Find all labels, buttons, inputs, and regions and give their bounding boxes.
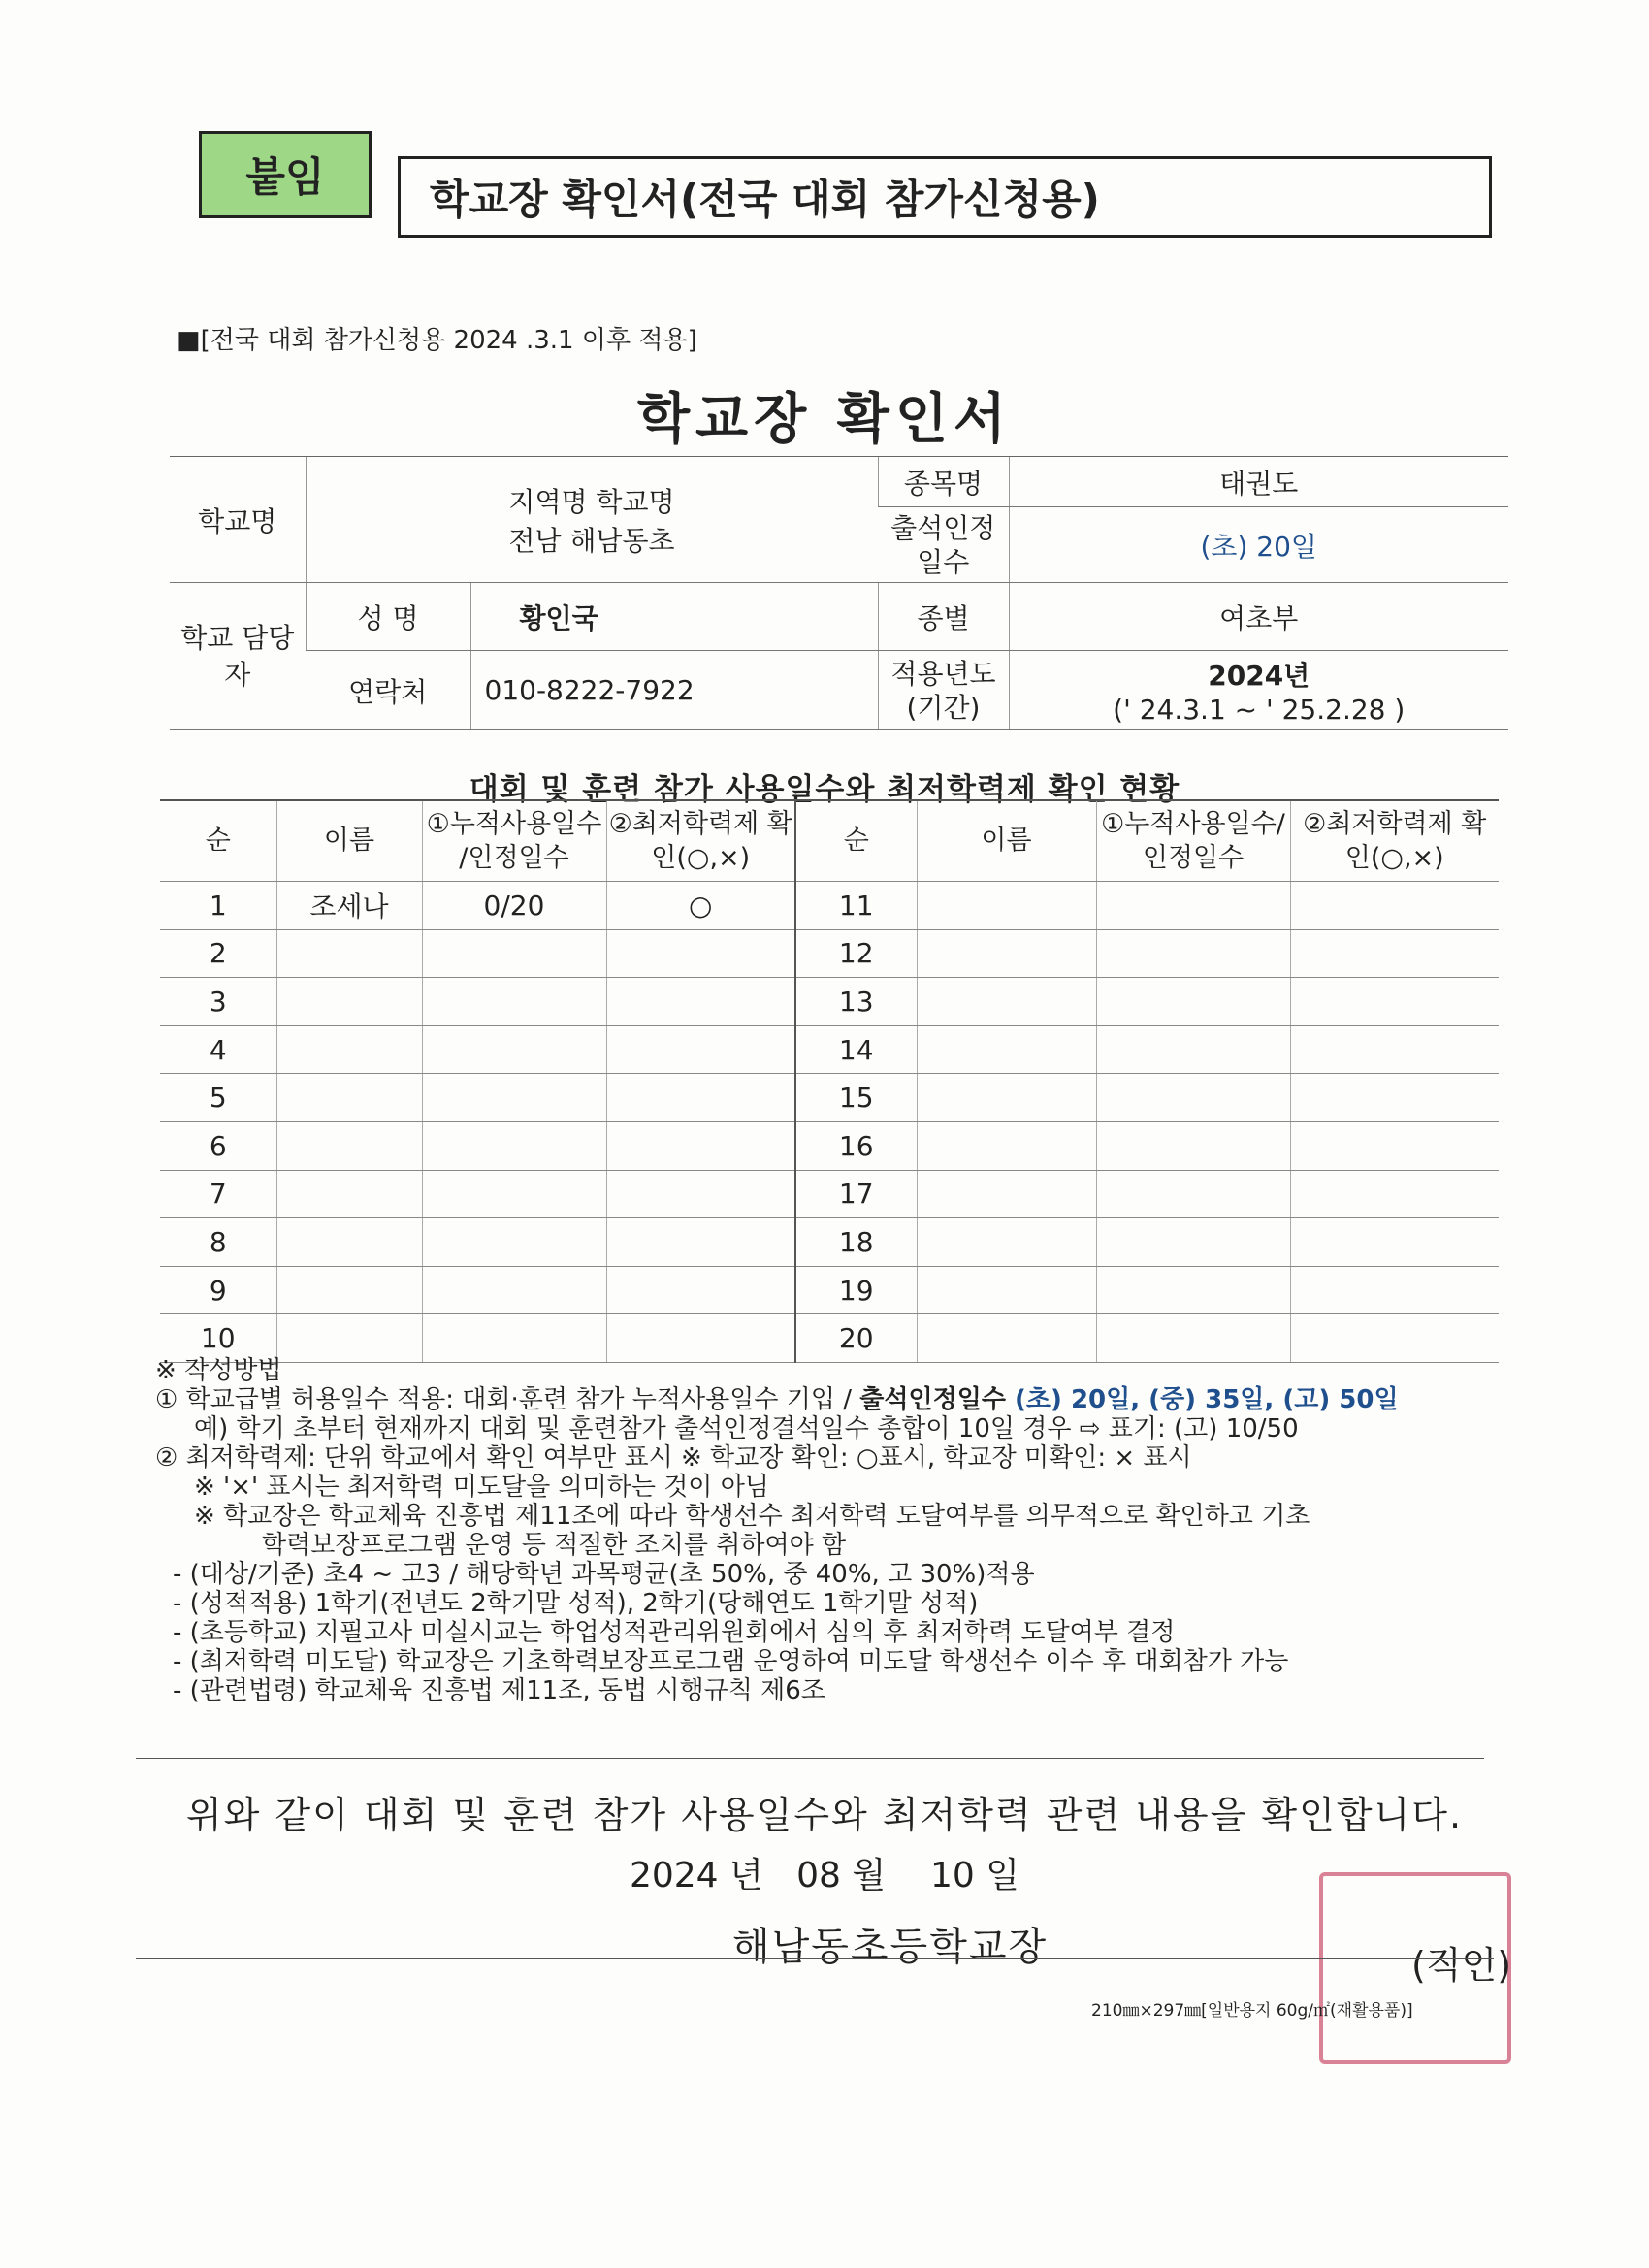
school-value: 전남 해남동초 xyxy=(508,524,675,557)
row-name xyxy=(917,1266,1096,1314)
row-name xyxy=(917,1218,1096,1267)
row-check xyxy=(1290,929,1499,978)
row-number: 15 xyxy=(795,1074,917,1122)
school-cell xyxy=(306,457,878,583)
guide-item-1 xyxy=(155,1385,1513,1414)
table-row xyxy=(160,882,1499,930)
row-name xyxy=(276,1170,422,1218)
row-check xyxy=(606,1266,795,1314)
attendance-value: (초) 20일 xyxy=(1009,507,1508,583)
row-name xyxy=(917,929,1096,978)
row-days xyxy=(1096,1025,1290,1074)
row-days xyxy=(422,1074,606,1122)
row-name xyxy=(276,929,422,978)
principal-signature: 해남동초등학교장 xyxy=(732,1925,1049,1969)
document-title: 학교장 확인서(전국 대회 참가신청용) xyxy=(398,156,1492,238)
attendance-label: 출석인정 일수 xyxy=(878,507,1009,583)
contact-value: 010-8222-7922 xyxy=(470,651,878,730)
divider xyxy=(136,1958,1494,1959)
col-name: 이름 xyxy=(276,800,422,882)
row-number: 8 xyxy=(160,1218,276,1267)
guide-detail: - (관련법령) 학교체육 진흥법 제11조, 동법 시행규칙 제6조 xyxy=(173,1676,825,1705)
row-days xyxy=(422,1170,606,1218)
row-number: 5 xyxy=(160,1074,276,1122)
row-name xyxy=(917,978,1096,1026)
school-region-header: 지역명 학교명 xyxy=(508,485,675,518)
name-label: 성 명 xyxy=(306,583,470,651)
row-check xyxy=(606,1314,795,1363)
row-days xyxy=(422,1025,606,1074)
table-row xyxy=(160,1121,1499,1170)
row-check xyxy=(1290,1266,1499,1314)
guide-item-2-note: ※ 학교장은 학교체육 진흥법 제11조에 따라 학생선수 최저학력 도달여부를 의무적으로 확인하고 기초 xyxy=(194,1502,1310,1531)
row-check xyxy=(1290,1170,1499,1218)
row-name xyxy=(276,978,422,1026)
date-year: 2024 xyxy=(629,1856,719,1895)
row-days xyxy=(1096,1314,1290,1363)
row-number: 18 xyxy=(795,1218,917,1267)
status-title: 대회 및 훈련 참가 사용일수와 최저학력제 확인 현황 xyxy=(469,772,1180,807)
row-name xyxy=(276,1266,422,1314)
school-label: 학교명 xyxy=(170,457,306,583)
event-label: 종목명 xyxy=(878,457,1009,507)
row-number: 20 xyxy=(795,1314,917,1363)
period-label: 적용년도 (기간) xyxy=(878,651,1009,730)
row-check xyxy=(606,1074,795,1122)
col-days: ①누적사용일수/ 인정일수 xyxy=(1096,800,1290,882)
attachment-tag: 붙임 xyxy=(199,131,372,218)
row-number: 3 xyxy=(160,978,276,1026)
row-number: 10 xyxy=(160,1314,276,1363)
paper-spec: 210㎜×297㎜[일반용지 60g/㎡(재활용품)] xyxy=(1091,2001,1413,2021)
date-day-unit: 일 xyxy=(986,1856,1020,1895)
period-range: (' 24.3.1 ~ ' 25.2.28 ) xyxy=(1113,694,1406,726)
date-year-unit: 년 xyxy=(729,1856,763,1895)
page-title: 학교장 확인서 xyxy=(636,388,1013,451)
period-year: 2024년 xyxy=(1208,660,1310,692)
col-name: 이름 xyxy=(917,800,1096,882)
row-check xyxy=(1290,978,1499,1026)
table-row xyxy=(160,929,1499,978)
table-row xyxy=(160,1025,1499,1074)
row-check xyxy=(1290,882,1499,930)
table-row xyxy=(160,1314,1499,1363)
row-name xyxy=(917,1314,1096,1363)
name-value: 황인국 xyxy=(470,583,878,651)
row-days xyxy=(422,1218,606,1267)
row-number: 19 xyxy=(795,1266,917,1314)
guide-detail: - (대상/기준) 초4 ~ 고3 / 해당학년 과목평균(초 50%, 중 40%, 고 30%)적용 xyxy=(173,1560,1035,1589)
row-check xyxy=(606,1218,795,1267)
row-days xyxy=(1096,1170,1290,1218)
row-check: ○ xyxy=(606,882,795,930)
row-days xyxy=(1096,1266,1290,1314)
row-check xyxy=(1290,1074,1499,1122)
row-check xyxy=(1290,1218,1499,1267)
row-number: 13 xyxy=(795,978,917,1026)
table-row xyxy=(160,978,1499,1026)
row-number: 7 xyxy=(160,1170,276,1218)
divider xyxy=(136,1758,1484,1759)
status-table xyxy=(160,799,1499,1363)
staff-label: 학교 담당자 xyxy=(170,583,306,730)
guide-item-2: ② 최저학력제: 단위 학교에서 확인 여부만 표시 ※ 학교장 확인: ○표시, 학교장 미확인: × 표시 xyxy=(155,1443,1192,1473)
guide-detail: - (성적적용) 1학기(전년도 2학기말 성적), 2학기(당해연도 1학기말 성적) xyxy=(173,1589,979,1618)
table-row xyxy=(160,1266,1499,1314)
col-no: 순 xyxy=(795,800,917,882)
row-days xyxy=(1096,1218,1290,1267)
row-days xyxy=(1096,882,1290,930)
row-number: 16 xyxy=(795,1121,917,1170)
row-name xyxy=(276,1074,422,1122)
guide-detail: - (최저학력 미도달) 학교장은 기초학력보장프로그램 운영하여 미도달 학생선수 이수 후 대회참가 가능 xyxy=(173,1647,1289,1676)
guide-detail: - (초등학교) 지필고사 미실시교는 학업성적관리위원회에서 심의 후 최저학력 도달여부 결정 xyxy=(173,1618,1176,1647)
row-number: 4 xyxy=(160,1025,276,1074)
row-name xyxy=(917,1074,1096,1122)
row-name xyxy=(276,1218,422,1267)
row-days xyxy=(422,1121,606,1170)
col-check: ②최저학력제 확인(○,×) xyxy=(606,800,795,882)
date-month-unit: 월 xyxy=(852,1856,887,1895)
row-days xyxy=(1096,978,1290,1026)
row-days xyxy=(1096,1121,1290,1170)
row-check xyxy=(1290,1121,1499,1170)
guide-item-1-days: (초) 20일, (중) 35일, (고) 50일 xyxy=(1005,1385,1399,1414)
contact-label: 연락처 xyxy=(306,651,470,730)
row-days xyxy=(422,1314,606,1363)
row-name xyxy=(917,1025,1096,1074)
row-days xyxy=(422,929,606,978)
scope-note: ■[전국 대회 참가신청용 2024 .3.1 이후 적용] xyxy=(177,326,697,355)
row-name: 조세나 xyxy=(276,882,422,930)
event-value: 태권도 xyxy=(1009,457,1508,507)
division-value: 여초부 xyxy=(1009,583,1508,651)
row-days xyxy=(1096,1074,1290,1122)
guide-item-2-note: ※ '×' 표시는 최저학력 미도달을 의미하는 것이 아님 xyxy=(194,1473,769,1502)
row-check xyxy=(606,1170,795,1218)
row-check xyxy=(1290,1025,1499,1074)
row-name xyxy=(276,1121,422,1170)
seal-mark: (직인) xyxy=(1411,1944,1512,1987)
row-name xyxy=(276,1025,422,1074)
row-number: 17 xyxy=(795,1170,917,1218)
row-days: 0/20 xyxy=(422,882,606,930)
row-number: 14 xyxy=(795,1025,917,1074)
row-number: 1 xyxy=(160,882,276,930)
guide-heading: ※ 작성방법 xyxy=(155,1356,282,1385)
table-row xyxy=(160,1170,1499,1218)
info-table xyxy=(170,456,1508,730)
table-row xyxy=(160,1074,1499,1122)
guide-item-2-note: 학력보장프로그램 운영 등 적절한 조치를 취하여야 함 xyxy=(262,1531,847,1560)
row-name xyxy=(917,1121,1096,1170)
row-days xyxy=(422,978,606,1026)
date-day: 10 xyxy=(929,1856,975,1895)
writing-guide xyxy=(155,1356,1513,1705)
confirmation-statement: 위와 같이 대회 및 훈련 참가 사용일수와 최저학력 관련 내용을 확인합니다. xyxy=(185,1794,1464,1836)
row-number: 11 xyxy=(795,882,917,930)
row-check xyxy=(606,1121,795,1170)
row-number: 9 xyxy=(160,1266,276,1314)
row-check xyxy=(606,978,795,1026)
period-cell xyxy=(1009,651,1508,730)
col-days: ①누적사용일수 /인정일수 xyxy=(422,800,606,882)
row-number: 12 xyxy=(795,929,917,978)
guide-item-1-text: ① 학교급별 허용일수 적용: 대회·훈련 참가 누적사용일수 기입 / xyxy=(155,1385,860,1414)
row-name xyxy=(917,882,1096,930)
row-days xyxy=(1096,929,1290,978)
table-row xyxy=(160,1218,1499,1267)
row-number: 6 xyxy=(160,1121,276,1170)
col-no: 순 xyxy=(160,800,276,882)
date-month: 08 xyxy=(796,1856,841,1895)
row-name xyxy=(276,1314,422,1363)
guide-item-1-example: 예) 학기 초부터 현재까지 대회 및 훈련참가 출석인정결석일수 총합이 10일 경우 ⇨ 표기: (고) 10/50 xyxy=(194,1414,1299,1443)
row-number: 2 xyxy=(160,929,276,978)
guide-item-1-label: 출석인정일수 xyxy=(859,1385,1006,1414)
row-days xyxy=(422,1266,606,1314)
row-check xyxy=(606,1025,795,1074)
col-check: ②최저학력제 확인(○,×) xyxy=(1290,800,1499,882)
division-label: 종별 xyxy=(878,583,1009,651)
row-name xyxy=(917,1170,1096,1218)
row-check xyxy=(1290,1314,1499,1363)
row-check xyxy=(606,929,795,978)
